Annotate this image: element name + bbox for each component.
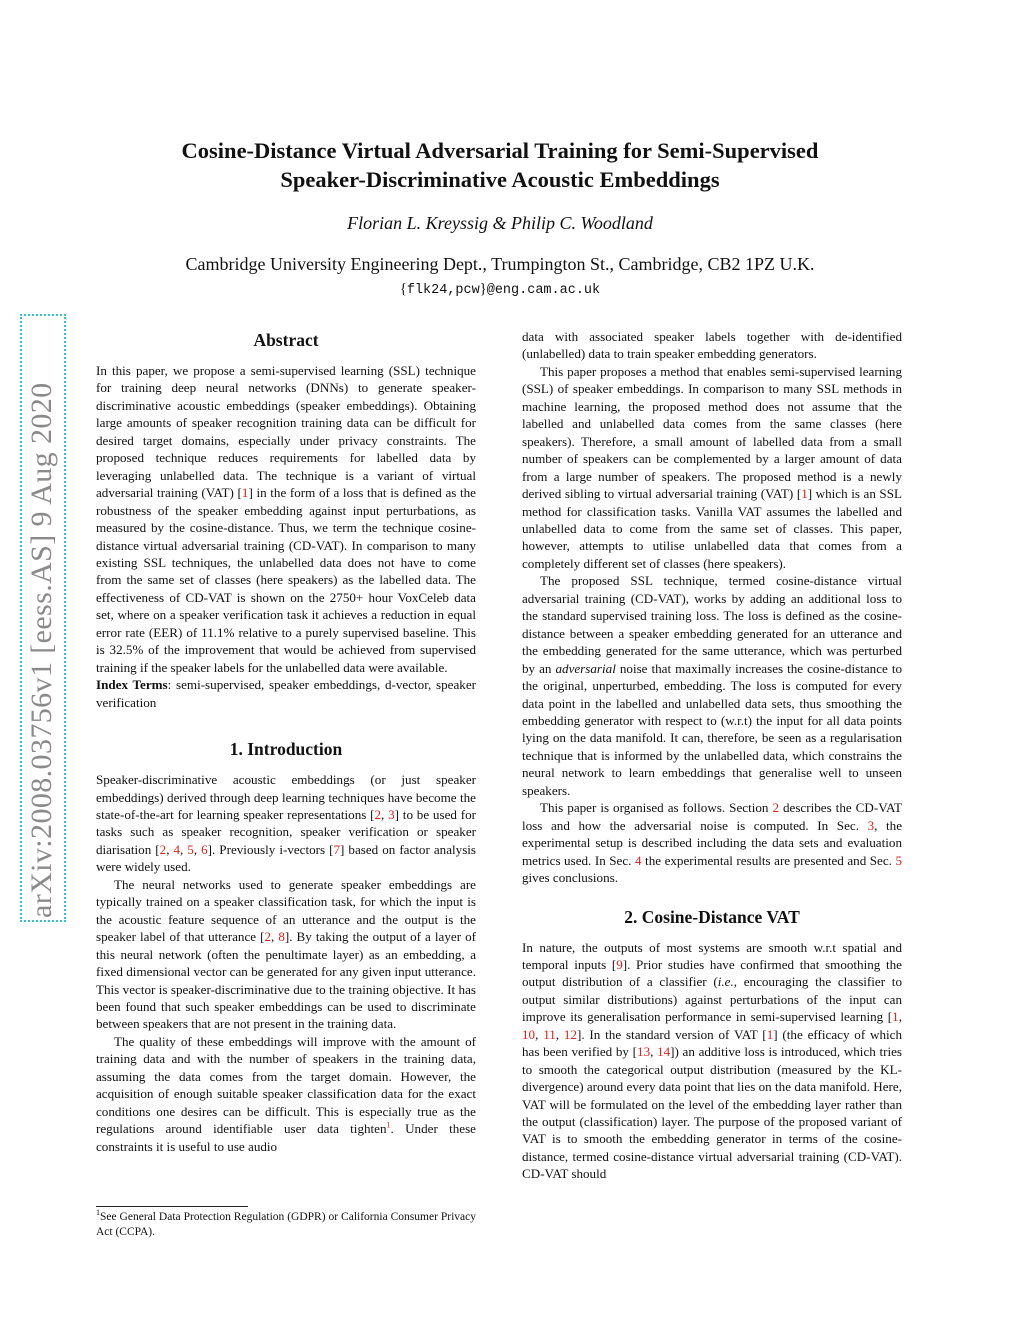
citation-link[interactable]: 11 [543, 1026, 556, 1042]
affiliation: Cambridge University Engineering Dept., Trumpington St., Cambridge, CB2 1PZ U.K. [185, 254, 815, 274]
emphasis-adversarial: adversarial [555, 660, 616, 676]
section-link[interactable]: 3 [867, 817, 875, 833]
section2-heading: 2. Cosine-Distance VAT [624, 906, 800, 927]
index-terms: Index Terms: semi-supervised, speaker embeddings, d-vector, speaker verification [96, 677, 476, 710]
citation-link[interactable]: 12 [563, 1026, 577, 1042]
section-link[interactable]: 5 [895, 852, 902, 868]
citation-link[interactable]: 4 [173, 841, 181, 857]
footnote-rule [96, 1206, 248, 1207]
intro-paragraph-3: The quality of these embeddings will improve with the amount of training data and with the number of speakers in the training data, assuming the data comes from the target domain. However, the acquisition of enough suitable speaker classification data for the exact conditions one desires can be difficult. This is especially true as the regulations around identifiable user data tighten$^1$. Under these constraints it is useful to use audio [96, 1033, 476, 1154]
citation-link[interactable]: 7 [333, 841, 341, 857]
arxiv-stamp: arXiv:2008.03756v1 [eess.AS] 9 Aug 2020 [25, 382, 58, 918]
right-paragraph-2: This paper proposes a method that enables semi-supervised learning (SSL) of speaker embeddings. In comparison to many SSL methods in machine learning, the proposed method does not assume that the labelled and unlabelled data comes from the same classes (here speakers). Therefore, a small amount of labelled data from a small number of speakers can be complemented by a larger amount of data from a large number of speakers. The proposed method is a newly derived sibling to virtual adversarial training (VAT) [1] which is an SSL method for classification tasks. Vanilla VAT assumes the labelled and unlabelled data to come from the same set of classes. This paper, however, attempts to utilise unlabelled data that comes from a completely different set of classes (here speakers). [522, 363, 902, 571]
citation-link[interactable]: 8 [278, 929, 285, 945]
citation-link[interactable]: 1 [892, 1009, 899, 1025]
citation-link[interactable]: 9 [616, 956, 623, 972]
abstract-heading: Abstract [253, 330, 319, 350]
citation-link[interactable]: 13 [637, 1044, 651, 1060]
right-paragraph-3: The proposed SSL technique, termed cosine-distance virtual adversarial training (CD-VAT), works by adding an additional loss to the standard supervised training loss. The loss is defined as the cosine-distance between a speaker embedding generated for an utterance and the embedding generated for the same utterance, which was perturbed by an adversarial noise that maximally increases the cosine-distance to the original, unperturbed, embedding. The loss is computed for every data point in the labelled and unlabelled data sets, thus smoothing the embedding generator with respect to (w.r.t) the input for all data points lying on the data manifold. It can, therefore, be seen as a regularisation technique that is informed by the unlabelled data, which constrains the neural network to learn embeddings that generalise well to unseen speakers. [522, 573, 903, 798]
section2-paragraph-1: In nature, the outputs of most systems are smooth w.r.t spatial and temporal inputs [9]. Prior studies have confirmed that smoothing the output distribution of a classifier (i.e., encouraging the classifier to output similar distributions) against perturbations of the input can improve its generalisation performance in semi-supervised learning [1, 10, 11, 12]. In the standard version of VAT [1] (the efficacy of which has been verified by [13, 14]) an additive loss is introduced, which tries to smooth the categorical output distribution (measured by the KL-divergence) around every data point that lies on the data manifold. Here, VAT will be formulated on the level of the embedding layer rather than the output (classification) layer. The purpose of the proposed variant of VAT is to smooth the embedding generator in terms of the cosine-distance, termed cosine-distance virtual adversarial training (CD-VAT). CD-VAT should [522, 939, 903, 1182]
intro-paragraph-2: The neural networks used to generate speaker embeddings are typically trained on a speaker classification task, for which the input is the acoustic feature sequence of an utterance and the output is the speaker label of that utterance [2, 8]. By taking the output of a layer of this neural network (often the penultimate layer) as an embedding, a fixed dimensional vector can be generated for any given input utterance. This vector is speaker-discriminative due to the training objective. It has been found that such speaker embeddings can be used to discriminate between speakers that are not present in the training data. [96, 876, 477, 1032]
citation-link[interactable]: 1 [241, 485, 249, 501]
authors: Florian L. Kreyssig & Philip C. Woodland [347, 213, 653, 233]
citation-link[interactable]: 2 [374, 806, 382, 822]
title-line-1: Cosine-Distance Virtual Adversarial Training for Semi-Supervised [181, 138, 819, 163]
right-paragraph-1: data with associated speaker labels together with de-identified (unlabelled) data to train speaker embedding generators. [522, 329, 902, 362]
email-users: flk24,pcw [406, 283, 480, 298]
paper-title [100, 136, 900, 194]
citation-link[interactable]: 14 [657, 1044, 671, 1060]
citation-link[interactable]: 6 [201, 841, 208, 857]
email[interactable] [100, 281, 900, 298]
citation-link[interactable]: 2 [159, 841, 167, 857]
title-line-2: Speaker-Discriminative Acoustic Embeddings [280, 167, 720, 192]
citation-link[interactable]: 2 [264, 929, 272, 945]
citation-link[interactable]: 3 [388, 806, 395, 822]
intro-heading: 1. Introduction [229, 739, 343, 760]
email-domain: @eng.cam.ac.uk [486, 283, 601, 298]
left-column [96, 328, 476, 1155]
right-paragraph-4: This paper is organised as follows. Section 2 describes the CD-VAT loss and how the adversarial noise is computed. In Sec. 3, the experimental setup is described including the data sets and evaluation metrics used. In Sec. 4 the experimental results are presented and Sec. 5 gives conclusions. [522, 800, 903, 886]
right-column [522, 328, 902, 1183]
section-link[interactable]: 2 [772, 800, 779, 816]
footnote-link[interactable]: 1 [386, 1120, 391, 1130]
citation-link[interactable]: 5 [187, 841, 194, 857]
citation-link[interactable]: 10 [522, 1026, 536, 1042]
footnote-mark: 1 [96, 1208, 100, 1218]
intro-paragraph-1: Speaker-discriminative acoustic embeddings (or just speaker embeddings) derived through deep learning techniques have become the state-of-the-art for learning speaker representations [2, 3] to be used for tasks such as speaker recognition, speaker verification or speaker diarisation [2, 4, 5, 6]. Previously i-vectors [7] based on factor analysis were widely used. [96, 772, 477, 875]
index-terms-label: Index Terms [96, 677, 168, 693]
section-link[interactable]: 4 [634, 852, 642, 868]
email-brace-open: { [399, 281, 407, 297]
footnote: $^1$See General Data Protection Regulation (GDPR) or California Consumer Privacy Act (CCPA). [96, 1208, 476, 1238]
citation-link[interactable]: 1 [766, 1026, 774, 1042]
citation-link[interactable]: 1 [801, 486, 808, 502]
abstract-text: In this paper, we propose a semi-supervised learning (SSL) technique for training deep neural networks (DNNs) to generate speaker-discriminative acoustic embeddings (speaker embeddings). Obtaining large amounts of speaker recognition training data can be difficult for desired target domains, especially under privacy constraints. The proposed technique reduces requirements for labelled data by leveraging unlabelled data. The technique is a variant of virtual adversarial training (VAT) [1] in the form of a loss that is defined as the robustness of the speaker embedding against input perturbations, as measured by the cosine-distance. Thus, we term the technique cosine-distance virtual adversarial training (CD-VAT). In comparison to many existing SSL techniques, the unlabelled data does not have to come from the same set of classes (here speakers) as the labelled data. The effectiveness of CD-VAT is shown on the 2750+ hour VoxCeleb data set, where on a speaker verification task it achieves a reduction in equal error rate (EER) of 11.1% relative to a purely supervised baseline. This is 32.5% of the improvement that would be achieved from supervised training if the speaker labels for the unlabelled data were available. [96, 363, 476, 675]
email-brace-close: } [479, 281, 487, 297]
